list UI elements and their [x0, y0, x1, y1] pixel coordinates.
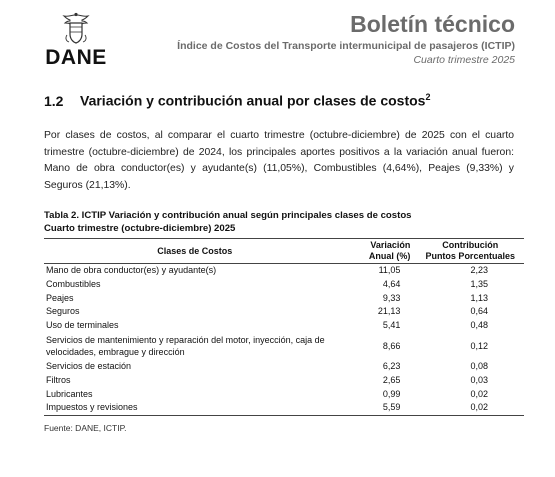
row-contribution: 0,02	[470, 388, 488, 399]
table-row	[44, 292, 524, 306]
row-cost-class: Lubricantes	[46, 388, 93, 399]
row-cost-class: Servicios de mantenimiento y reparación del motor, inyección, caja de velocidades, embrague y dirección	[46, 334, 325, 358]
header-cost-class: Clases de Costos	[44, 239, 346, 264]
table-source: Fuente: DANE, ICTIP.	[44, 423, 127, 433]
row-contribution: 0,12	[470, 340, 488, 351]
body-paragraph: Por clases de costos, al comparar el cuarto trimestre (octubre-diciembre) de 2025 con el cuarto trimestre (octubre-diciembre) de 2024, los principales aportes positivos a la variación anual fueron: Mano de obra conductor(es) y ayudante(s) (11,05%), Combustibles (4,64%), Peajes (9,33%) y Seguros (21,13%).	[44, 130, 514, 191]
row-contribution: 0,48	[470, 320, 488, 331]
header-con-line1: Contribución	[442, 240, 499, 250]
row-contribution: 2,23	[470, 265, 488, 275]
row-contribution: 0,08	[470, 360, 488, 371]
coat-of-arms-icon	[56, 12, 96, 46]
header-var-line2: Anual (%)	[368, 251, 411, 261]
bulletin-header	[177, 10, 515, 67]
row-contribution: 0,03	[470, 374, 488, 385]
table-row	[44, 319, 524, 333]
cost-class-table	[44, 238, 524, 416]
row-cost-class: Peajes	[46, 292, 74, 303]
dane-logo	[40, 12, 112, 69]
row-cost-class: Impuestos y revisiones	[44, 401, 346, 415]
row-contribution: 0,02	[416, 401, 524, 415]
row-variation: 5,59	[346, 401, 417, 415]
row-variation: 2,65	[382, 374, 401, 385]
table-caption	[44, 209, 412, 235]
bulletin-period: Cuarto trimestre 2025	[413, 54, 515, 66]
table-row	[44, 360, 524, 374]
row-variation: 9,33	[382, 292, 401, 303]
row-variation: 4,64	[382, 278, 401, 289]
row-cost-class: Servicios de estación	[46, 360, 132, 371]
row-cost-class: Seguros	[46, 306, 80, 317]
row-variation: 5,41	[382, 320, 401, 331]
bulletin-subtitle: Índice de Costos del Transporte intermunicipal de pasajeros (ICTIP)	[177, 40, 515, 52]
row-variation: 21,13	[377, 306, 401, 317]
logo-text: DANE	[45, 46, 107, 69]
row-contribution: 0,64	[470, 306, 488, 317]
section-number: 1.2	[44, 92, 64, 109]
table-row	[44, 388, 524, 402]
table-row	[44, 374, 524, 388]
table-caption-title: Tabla 2. ICTIP Variación y contribución anual según principales clases de costos	[44, 210, 412, 221]
table-row	[44, 401, 524, 415]
section-heading	[44, 92, 430, 109]
header-contribution	[416, 239, 524, 264]
section-title: Variación y contribución anual por clases de costos	[80, 92, 426, 109]
table-caption-period: Cuarto trimestre (octubre-diciembre) 2025	[44, 223, 236, 234]
table-row	[44, 333, 524, 360]
header-annual-variation	[346, 239, 417, 264]
row-cost-class: Filtros	[46, 374, 71, 385]
bulletin-title: Boletín técnico	[350, 11, 515, 37]
header-var-line1: Variación	[370, 240, 411, 250]
row-variation: 8,66	[382, 340, 401, 351]
row-contribution: 1,35	[470, 278, 488, 289]
table-row	[44, 305, 524, 319]
row-variation: 0,99	[382, 388, 401, 399]
footnote-mark[interactable]: 2	[425, 92, 431, 102]
row-cost-class: Combustibles	[46, 278, 101, 289]
row-cost-class: Uso de terminales	[46, 320, 119, 331]
row-variation: 6,23	[382, 360, 401, 371]
table-row	[44, 278, 524, 292]
row-variation: 11,05	[378, 265, 401, 275]
table-header-row	[44, 239, 524, 264]
table-row	[44, 264, 524, 278]
header-con-line2: Puntos Porcentuales	[425, 251, 515, 261]
row-contribution: 1,13	[470, 292, 488, 303]
row-cost-class: Mano de obra conductor(es) y ayudante(s)	[46, 265, 217, 275]
